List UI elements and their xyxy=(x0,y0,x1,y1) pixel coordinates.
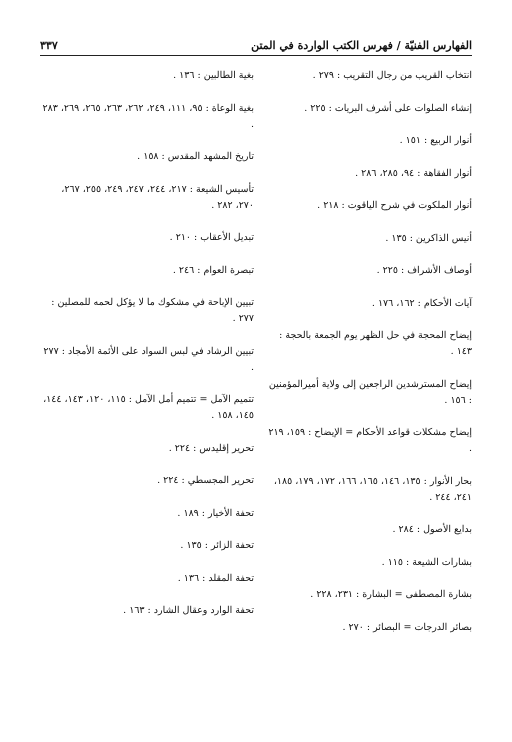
index-entry: أنوار الربيع : ١٥١ . xyxy=(399,135,472,146)
index-entry: تحفة الزائر : ١٣٥ . xyxy=(180,540,254,551)
index-entry: بدايع الأصول : ٢٨٤ . xyxy=(392,524,472,535)
index-entry: تحفة المقلد : ١٣٦ . xyxy=(177,572,254,584)
index-entry: بصائر الدرجات = البصائر : ٢٧٠ . xyxy=(342,621,472,633)
index-entry: إيضاح المسترشدين الراجعين إلى ولاية أميرالمؤمنين : ١٥٦ . xyxy=(268,378,472,406)
index-entry: أنيس الذاكرين : ١٣٥ . xyxy=(385,232,472,244)
index-entry: إيضاح مشكلات قواعد الأحكام = الإيضاح : ١٥٩، ٢١٩ . xyxy=(268,427,472,454)
index-entry: تأسيس الشيعة : ٢١٧، ٢٤٤، ٢٤٧، ٢٤٩، ٢٥٥، ٢٦٧، ٢٧٠، ٢٨٢ . xyxy=(61,183,254,211)
index-entry: أنوار الفقاهة : ٩٤، ٢٨٥، ٢٨٦ . xyxy=(355,167,472,179)
index-entry: انتخاب القريب من رجال التقريب : ٢٧٩ . xyxy=(312,70,472,81)
index-entry: بحار الأنوار : ١٣٥، ١٤٦، ١٦٥، ١٦٦، ١٧٢، ١٧٩، ١٨٥، ٢٤١، ٢٤٤ . xyxy=(273,475,472,503)
index-entry: تتميم الآمل = تتميم أمل الآمل : ١١٥، ١٢٠، ١٤٣، ١٤٤، ١٤٥، ١٥٨ . xyxy=(43,394,254,421)
page-number: ٣٣٧ xyxy=(40,39,58,52)
index-column-left xyxy=(40,68,254,636)
index-entry: تبيين الرشاد في لبس السواد على الأئمة الأمجاد : ٢٧٧ . xyxy=(43,345,254,373)
index-entry: تحفة الوارد وعقال الشارد : ١٦٣ . xyxy=(123,605,254,616)
running-header xyxy=(40,30,472,56)
index-entry: إيضاح المحجة في حل الظهر يوم الجمعة بالحجة : ١٤٣ . xyxy=(279,330,472,357)
index-column-right xyxy=(264,68,472,652)
index-entry: تبصرة العوام : ٢٤٦ . xyxy=(172,264,254,276)
index-entry: بشارات الشيعة : ١١٥ . xyxy=(381,556,472,568)
index-entry: أنوار الملكوت في شرح الياقوت : ٢١٨ . xyxy=(317,200,472,211)
index-entry: تحرير إقليدس : ٢٢٤ . xyxy=(168,442,254,454)
index-entry: تاريخ المشهد المقدس : ١٥٨ . xyxy=(137,151,254,162)
index-entry: تحفة الأخيار : ١٨٩ . xyxy=(177,507,254,519)
index-entry: أوصاف الأشراف : ٢٢٥ . xyxy=(376,265,472,276)
index-entry: بشارة المصطفى = البشارة : ٢٣١، ٢٢٨ . xyxy=(310,589,472,600)
header-title: الفهارس الفنيّة / فهرس الكتب الواردة في المتن xyxy=(251,39,472,52)
index-entry: إنشاء الصلوات على أشرف البريات : ٢٢٥ . xyxy=(304,102,472,114)
index-entry: بغية الوعاة : ٩٥، ١١١، ٢٤٩، ٢٦٢، ٢٦٣، ٢٦٥، ٢٦٩، ٢٨٣ . xyxy=(42,102,254,130)
index-entry: آيات الأحكام : ١٦٢، ١٧٦ . xyxy=(371,297,472,309)
index-entry: بغية الطالبين : ١٣٦ . xyxy=(173,70,254,81)
index-entry: تبيين الإباحة في مشكوك ما لا يؤكل لحمه للمصلين : ٢٧٧ . xyxy=(51,297,254,324)
index-entry: تبديل الأعقاب : ٢١٠ . xyxy=(169,232,254,243)
index-entry: تحرير المجسطي : ٢٢٤ . xyxy=(157,475,254,486)
